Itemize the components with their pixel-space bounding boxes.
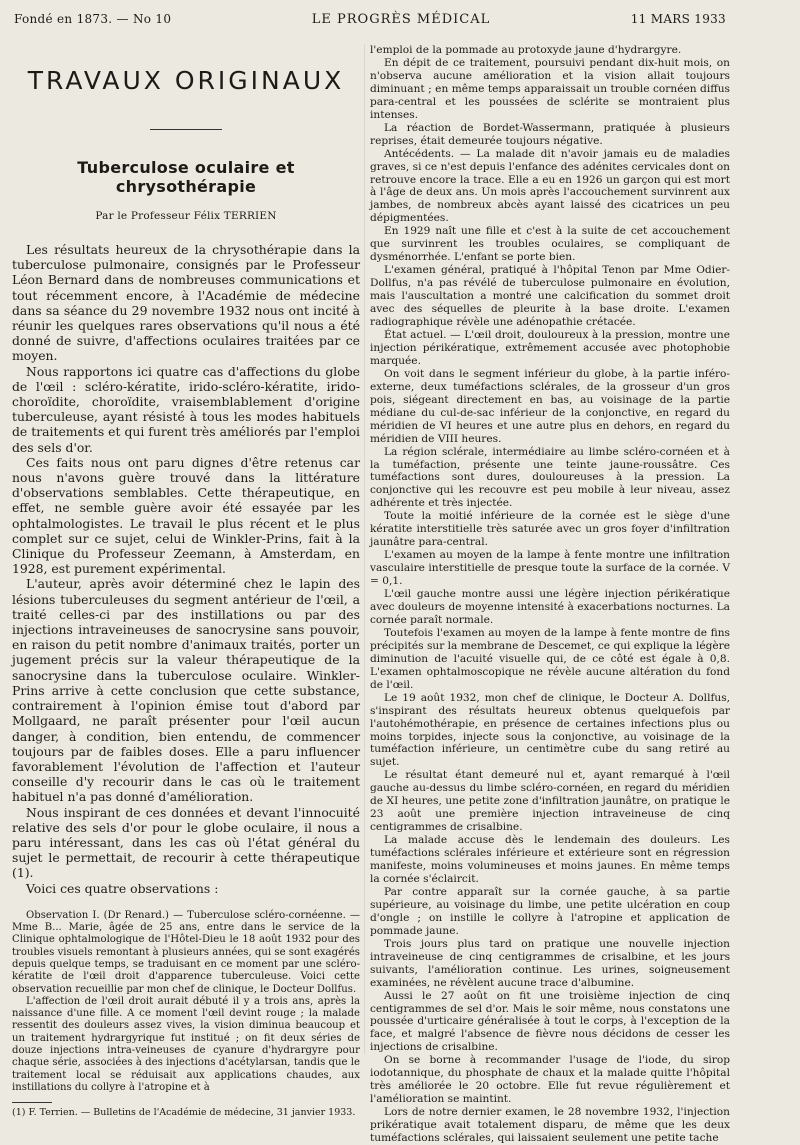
right-column — [370, 44, 730, 1145]
body-paragraph: Lors de notre dernier examen, le 28 novembre 1932, l'injection prikératique avait totalement disparu, de même que les deux tuméfactions sclérales, qui laissaient seulement une petite tache — [370, 1106, 730, 1145]
body-paragraph: Nous rapportons ici quatre cas d'affections du globe de l'œil : scléro-kératite, irido-scléro-kératite, irido-choroïdite, choroïdite, vraisemblablement d'origine tuberculeuse, ayant résisté à tous les modes habituels de traitements et qui furent très améliorés par l'emploi des sels d'or. — [12, 363, 360, 455]
body-paragraph: On se borne à recommander l'usage de l'iode, du sirop iodotannique, du phosphate de chaux et la malade quitte l'hôpital très améliorée le 20 octobre. Elle fut revue régulièrement et l'amélioration se maintint. — [370, 1054, 730, 1106]
header-date: 11 MARS 1933 — [630, 12, 726, 26]
body-paragraph: Les résultats heureux de la chrysothérapie dans la tuberculose pulmonaire, consignés par le Professeur Léon Bernard dans de nombreuses communications et tout récemment encore, à l'Académie de médecine dans sa séance du 29 novembre 1932 nous ont incité à réunir les quelques rares observations qu'il nous a été donné de suivre, d'affections oculaires traitées par ce moyen. — [12, 242, 360, 364]
footnote: (1) F. Terrien. — Bulletins de l'Académie de médecine, 31 janvier 1933. — [12, 1107, 356, 1119]
header-founded: Fondé en 1873. — No 10 — [14, 12, 172, 26]
body-paragraph: Ces faits nous ont paru dignes d'être retenus car nous n'avons guère trouvé dans la littérature d'observations semblables. Cette thérapeutique, en effet, ne semble guère avoir été essayée par les ophtalmologistes. Le travail le plus récent et le plus complet sur ce sujet, celui de Winkler-Prins, fait à la Clinique du Professeur Zeemann, à Amsterdam, en 1928, est purement expérimental. — [12, 454, 360, 577]
body-paragraph: La malade accuse dès le lendemain des douleurs. Les tuméfactions sclérales inférieure et extérieure sont en régression manifeste, moins volumineuses et moins jaunes. En même temps la cornée s'éclaircit. — [370, 834, 730, 885]
body-paragraph: En 1929 naît une fille et c'est à la suite de cet accouchement que survinrent les troubles oculaires, se compliquant de dysménorrhée. L'enfant se porte bien. — [370, 225, 730, 264]
footnote-rule — [12, 1102, 52, 1103]
body-paragraph: L'œil gauche montre aussi une légère injection périkératique avec douleurs de moyenne intensité à exacerbations nocturnes. La cornée paraît normale. — [370, 588, 730, 626]
body-paragraph: L'examen général, pratiqué à l'hôpital Tenon par Mme Odier-Dollfus, n'a pas révélé de tuberculose pulmonaire en évolution, mais l'auscultation a montré une calcification du sommet droit avec des séquelles de pleurite à la base droite. L'examen radiographique révèle une adénopathie crétacée. — [370, 264, 730, 329]
body-paragraph: Toutefois l'examen au moyen de la lampe à fente montre de fins précipités sur la membrane de Descemet, ce qui explique la légère diminution de l'acuité visuelle qui, de ce côté est égale à 0,8. L'examen ophtalmoscopique ne révèle aucune altération du fond de l'œil. — [370, 626, 730, 691]
left-column — [12, 44, 360, 1119]
observation-text — [12, 910, 360, 1094]
body-paragraph: État actuel. — L'œil droit, douloureux à la pression, montre une injection périkératique, extrêmement accusée avec photophobie marquée. — [370, 328, 730, 367]
body-paragraph: l'emploi de la pommade au protoxyde jaune d'hydrargyre. — [370, 44, 682, 56]
body-paragraph: Nous inspirant de ces données et devant l'innocuité relative des sels d'or pour le globe oculaire, il nous a paru intéressant, dans les cas où l'état général du sujet le permettait, de recourir à cette thérapeutique (1). — [12, 804, 360, 881]
body-paragraph: Antécédents. — La malade dit n'avoir jamais eu de maladies graves, si ce n'est depuis l'enfance des adénites cervicales dont on retrouve encore la trace. Elle a eu en 1926 un garçon qui est mort à l'âge de deux ans. Un mois après l'accouchement survinrent aux jambes, de nombreux abcès ayant laissé des cicatrices un peu dépigmentées. — [370, 147, 730, 225]
body-paragraph: L'auteur, après avoir déterminé chez le lapin des lésions tuberculeuses du segment antérieur de l'œil, a traité celles-ci par des instillations ou par des injections intraveineuses de sanocrysine sans pouvoir, en raison du petit nombre d'animaux traités, porter un jugement précis sur la valeur thérapeutique de la sanocrysine dans la tuberculose oculaire. Winkler-Prins arrive à cette conclusion que cette substance, contrairement à l'opinion émise tout d'abord par Mollgaard, ne paraît présenter pour l'œil aucun danger, à condition, bien entendu, de commencer toujours par de faibles doses. Elle a paru influencer favorablement l'évolution de l'affection et l'auteur conseille d'y recourir dans le cas où le traitement habituel n'a pas donné d'amélioration. — [12, 576, 360, 805]
body-paragraph: L'examen au moyen de la lampe à fente montre une infiltration vasculaire interstitielle de presque toute la surface de la cornée. V = 0,1. — [370, 549, 730, 588]
article-body — [12, 242, 360, 896]
body-paragraph: Toute la moitié inférieure de la cornée est le siège d'une kératite interstitielle très saturée avec un gros foyer d'infiltration jaunâtre para-central. — [370, 510, 730, 549]
body-paragraph: Le 19 août 1932, mon chef de clinique, le Docteur A. Dollfus, s'inspirant des résultats heureux obtenus quelquefois par l'autohémothérapie, en présence de certaines infections plus ou moins torpides, injecte sous la conjonctive, au voisinage de la tuméfaction inférieure, un centimètre cube du sang retiré au sujet. — [370, 691, 730, 769]
title-rule — [150, 129, 222, 130]
observation-continued — [370, 44, 730, 1145]
byline: Par le Professeur Félix TERRIEN — [95, 210, 277, 222]
running-header — [14, 12, 726, 30]
observation-paragraph: L'affection de l'œil droit aurait débuté il y a trois ans, après la naissance d'une fille. A ce moment l'œil devint rouge ; la malade ressentit des douleurs assez vives, la vision diminua beaucoup et un traitement hydrargyrique fut institué ; on fit deux séries de douze injections intra-veineuses de cyanure d'hydrargyre pour chaque série, associées à des injections d'acétylarsan, tandis que le traitement local se réduisait aux applications chaudes, aux instillations du collyre à l'atropine et à — [12, 995, 360, 1093]
body-paragraph: Voici ces quatre observations : — [26, 880, 219, 896]
section-title: TRAVAUX ORIGINAUX — [27, 66, 345, 95]
body-paragraph: Aussi le 27 août on fit une troisième injection de cinq centigrammes de sel d'or. Mais le soir même, nous constatons une poussée d'urticaire généralisée à tout le corps, à l'exception de la face, et malgré l'absence de fièvre nous décidons de cesser les injections de crisalbine. — [370, 989, 730, 1054]
header-journal-title: LE PROGRÈS MÉDICAL — [311, 12, 491, 27]
article-title: Tuberculose oculaire et chrysothérapie — [77, 158, 295, 196]
body-paragraph: La région sclérale, intermédiaire au limbe scléro-cornéen et à la tuméfaction, présente une teinte jaune-roussâtre. Ces tuméfactions sont dures, douloureuses à la pression. La conjonctive qui les recouvre est peu mobile à leur niveau, assez adhérente et très injectée. — [370, 445, 730, 510]
column-gutter — [364, 44, 365, 1054]
body-paragraph: Trois jours plus tard on pratique une nouvelle injection intraveineuse de cinq centigrammes de crisalbine, et les jours suivants, l'amélioration continue. Les urines, soigneusement examinées, ne révèlent aucune trace d'albumine. — [370, 937, 730, 989]
body-paragraph: Le résultat étant demeuré nul et, ayant remarqué à l'œil gauche au-dessus du limbe scléro-cornéen, en regard du méridien de XI heures, une petite zone d'infiltration jaunâtre, on pratique le 23 août une première injection intraveineuse de cinq centigrammes de crisalbine. — [370, 769, 730, 834]
body-paragraph: En dépit de ce traitement, poursuivi pendant dix-huit mois, on n'observa aucune amélioration et la vision allait toujours diminuant ; en même temps apparaissait un trouble cornéen diffus para-central et les poussées de sclérite se montraient plus intenses. — [370, 56, 730, 121]
body-paragraph: Par contre apparaît sur la cornée gauche, à sa partie supérieure, au voisinage du limbe, une petite ulcération en coup d'ongle ; on instille le collyre à l'atropine et application de pommade jaune. — [370, 885, 730, 937]
body-paragraph: On voit dans le segment inférieur du globe, à la partie inféro-externe, deux tuméfactions sclérales, de la grosseur d'un gros pois, siégeant directement en bas, au voisinage de la partie médiane du cul-de-sac inférieur de la conjonctive, en regard du méridien de VI heures et une autre plus en dehors, en regard du méridien de VIII heures. — [370, 367, 730, 445]
observation-paragraph: Observation I. (Dr Renard.) — Tuberculose scléro-cornéenne. — Mme B... Marie, âgée de 25 ans, entre dans le service de la Clinique ophtalmologique de l'Hôtel-Dieu le 18 août 1932 pour des troubles visuels remontant à plusieurs années, qui se sont exagérés depuis quelque temps, se traduisant en ce moment par une scléro-kératite de l'œil droit d'apparence tuberculeuse. Voici cette observation recueillie par mon chef de clinique, le Docteur Dollfus. — [12, 909, 360, 995]
body-paragraph: La réaction de Bordet-Wassermann, pratiquée à plusieurs reprises, était demeurée toujours négative. — [370, 121, 730, 147]
